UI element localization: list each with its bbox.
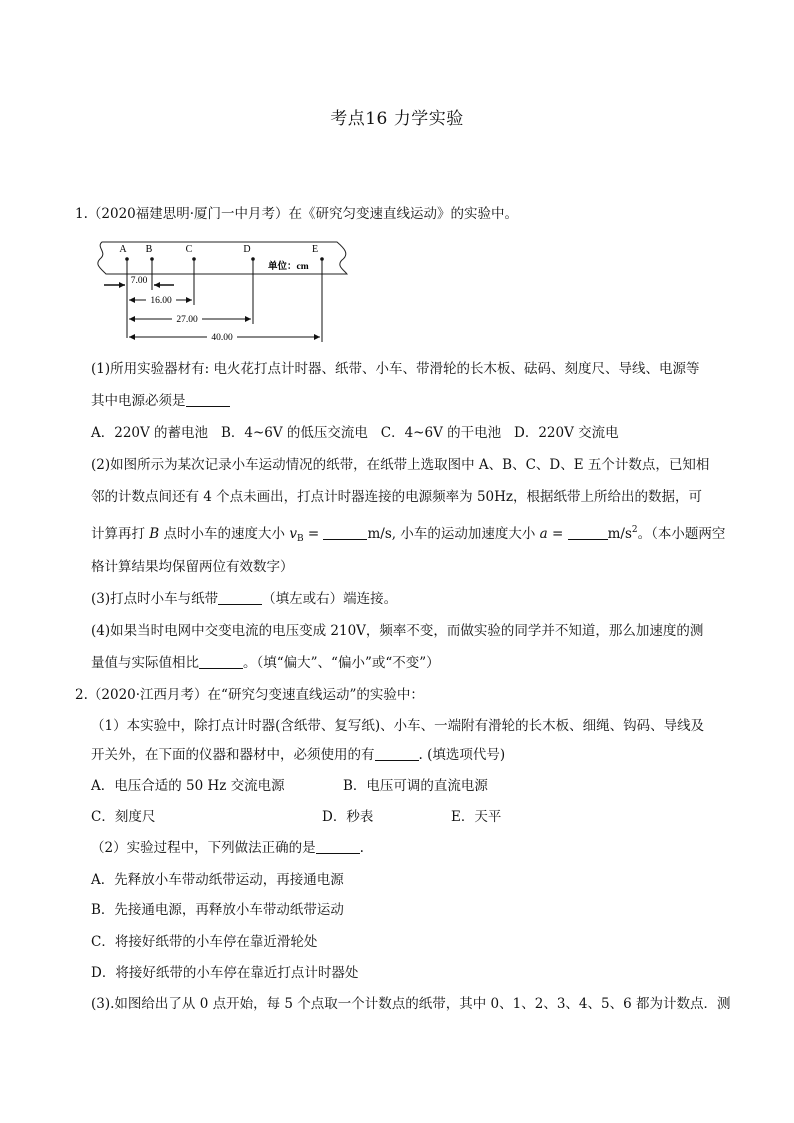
option-d[interactable]: D．将接好纸带的小车停在靠近打点计时器处	[91, 965, 359, 981]
tape-figure	[92, 238, 357, 350]
svg-text:27.00: 27.00	[176, 315, 198, 325]
option-a[interactable]: A．220V 的蓄电池	[91, 425, 209, 441]
option-b[interactable]: B．4~6V 的低压交流电	[220, 425, 368, 441]
point-label: C	[185, 244, 193, 255]
q1-part1-line1: (1)所用实验器材有: 电火花打点计时器、纸带、小车、带滑轮的长木板、砝码、刻度尺、导线、电源等	[91, 361, 700, 377]
answer-blank[interactable]	[375, 746, 419, 761]
q2-part1-options-row1	[91, 776, 285, 796]
answer-blank[interactable]	[199, 654, 243, 669]
option-c[interactable]: C．刻度尺	[91, 809, 156, 825]
svg-text:16.00: 16.00	[150, 296, 172, 306]
svg-text:40.00: 40.00	[211, 333, 233, 343]
answer-blank[interactable]	[218, 590, 262, 605]
q1-part3: (3)打点时小车与纸带 （填左或右）端连接。	[91, 591, 398, 607]
q2-part1-line2: 开关外，在下面的仪器和器材中，必须使用的有 . (填选项代号)	[91, 747, 506, 763]
point-label: A	[119, 244, 127, 255]
point-label: D	[243, 244, 251, 255]
q2-part1-line1: （1）本实验中，除打点计时器(含纸带、复写纸)、小车、一端附有滑轮的长木板、细绳、钩码、导线及	[91, 718, 705, 734]
dimension-27	[129, 313, 251, 325]
option-c[interactable]: C．将接好纸带的小车停在靠近滑轮处	[91, 934, 318, 950]
q2-part3-line1: (3).如图给出了从 0 点开始，每 5 个点取一个计数点的纸带，其中 0、1、2、3、4、5、6 都为计数点．测	[91, 996, 731, 1012]
unit-label: 单位：cm	[268, 262, 309, 272]
tape-outline	[98, 242, 347, 274]
q1-part1-options	[91, 423, 619, 443]
question-source: （2020·江西月考）	[87, 687, 208, 703]
q1-part2-line4: 格计算结果均保留两位有效数字）	[91, 559, 294, 575]
q1-part2-line1: (2)如图所示为某次记录小车运动情况的纸带，在纸带上选取图中 A、B、C、D、E 五个计数点，已知相	[91, 457, 710, 473]
svg-text:7.00: 7.00	[130, 276, 148, 286]
point-label: E	[311, 244, 319, 255]
option-b[interactable]: B．电压可调的直流电源	[343, 778, 488, 794]
tape-points	[119, 244, 323, 261]
option-b[interactable]: B．先接通电源，再释放小车带动纸带运动	[91, 902, 344, 918]
option-c[interactable]: C．4~6V 的干电池	[380, 425, 502, 441]
dimension-7	[104, 276, 174, 288]
q2-part2-stem: （2）实验过程中，下列做法正确的是 .	[91, 840, 364, 856]
q1-part1-line2: 其中电源必须是	[91, 391, 230, 411]
dimension-16	[129, 294, 192, 306]
question-number: 2.	[75, 687, 88, 703]
page-title: 考点16 力学实验	[330, 109, 464, 129]
q1-part2-line3: 计算再打 B 点时小车的速度大小 $v_B = m/s$, 小车的运动加速度大小 $a = m/s^2$。（本小题两空	[91, 525, 726, 544]
answer-blank-acceleration[interactable]	[568, 525, 608, 540]
question-text: 在《研究匀变速直线运动》的实验中。	[288, 206, 519, 222]
answer-blank[interactable]	[316, 839, 360, 854]
question-1-stem	[75, 204, 518, 224]
option-d[interactable]: D．秒表	[322, 809, 374, 825]
dimension-40	[129, 331, 320, 343]
q1-part2-line2: 邻的计数点间还有 4 个点未画出，打点计时器连接的电源频率为 50Hz，根据纸带上所给出的数据，可	[91, 489, 703, 505]
answer-blank[interactable]	[186, 392, 230, 407]
question-number: 1.	[75, 206, 88, 222]
point-label: B	[145, 244, 153, 255]
q1-part4-line1: (4)如果当时电网中交变电流的电压变成 210V，频率不变，而做实验的同学并不知道，那么加速度的测	[91, 623, 704, 639]
answer-blank-velocity[interactable]	[323, 525, 367, 540]
option-a[interactable]: A．先释放小车带动纸带运动，再接通电源	[91, 872, 344, 888]
option-a[interactable]: A．电压合适的 50 Hz 交流电源	[91, 778, 285, 794]
question-2-stem	[75, 685, 424, 705]
option-e[interactable]: E．天平	[451, 809, 502, 825]
question-text: 在“研究匀变速直线运动”的实验中：	[207, 687, 424, 703]
option-d[interactable]: D．220V 交流电	[514, 425, 619, 441]
q1-part4-line2: 量值与实际值相比 。（填“偏大”、“偏小”或“不变”）	[91, 655, 440, 671]
question-source: （2020福建思明·厦门一中月考）	[87, 206, 289, 222]
